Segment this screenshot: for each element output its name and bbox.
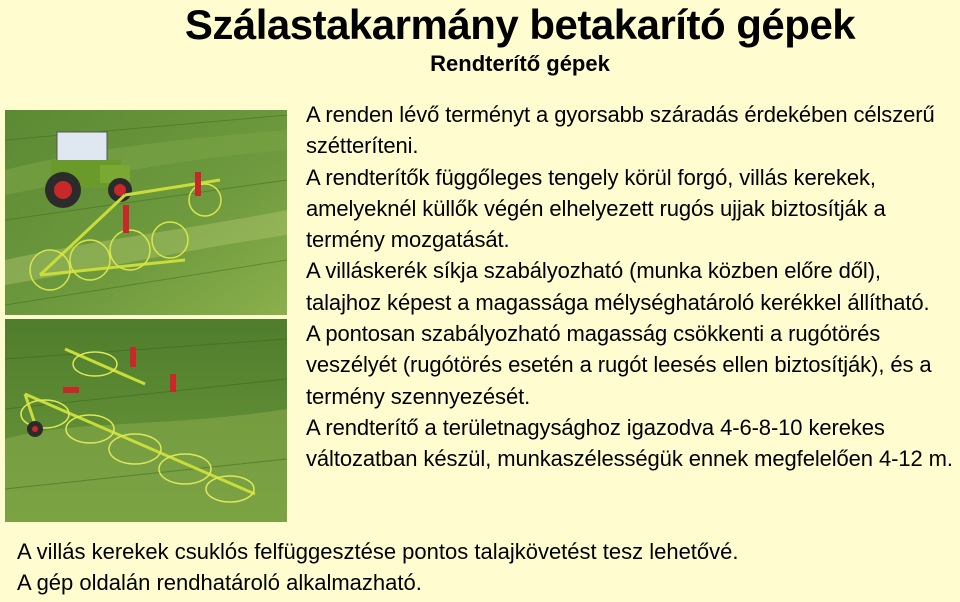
paragraph-height: A pontosan szabályozható magasság csökkenti a rugótörés veszélyét (rugótörés esetén a rugót leesés ellen biztosítják), és a termény szennyezését. <box>306 321 932 409</box>
paragraph-rotors: A rendterítők függőleges tengely körül forgó, villás kerekek, amelyeknél küllők végén elhelyezett rugós ujjak biztosítják a termény mozgatását. <box>306 164 886 253</box>
paragraph-drying: A renden lévő terményt a gyorsabb száradás érdekében célszerű szétteríteni. <box>306 102 935 159</box>
slide-title: Szálastakarmány betakarító gépek <box>184 1 856 48</box>
description-text <box>306 99 956 475</box>
tractor-with-rake-photo <box>5 110 287 315</box>
note-suspension: A villás kerekek csuklós felfüggesztése pontos talajkövetést tesz lehetővé. <box>17 539 739 564</box>
slide-subtitle: Rendterítő gépek <box>430 51 610 76</box>
paragraph-adjustment: A villáskerék síkja szabályozható (munka közben előre dől), talajhoz képest a magassága mélységhatároló kerékkel állítható. <box>306 258 930 315</box>
paragraph-sizes: A rendterítő a területnagysághoz igazodva 4-6-8-10 kerekes változatban készül, munkaszélességük ennek megfelelően 4-12 m. <box>306 414 953 472</box>
rotary-tedder-photo <box>5 319 287 522</box>
bottom-notes <box>17 536 947 598</box>
note-swath-limiter: A gép oldalán rendhatároló alkalmazható. <box>17 570 422 595</box>
